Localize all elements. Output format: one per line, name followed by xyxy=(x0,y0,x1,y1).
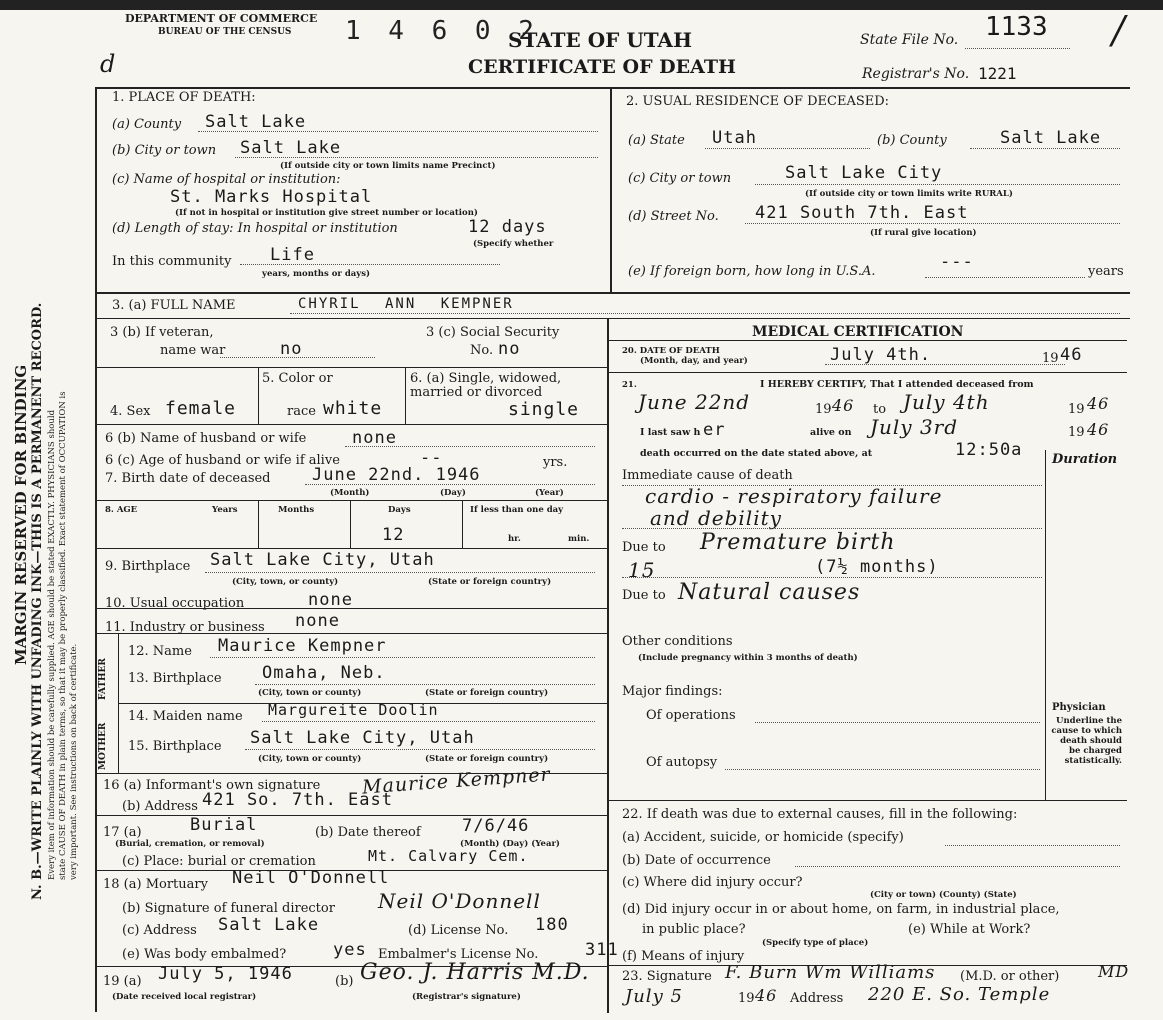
death-time-value: 12:50a xyxy=(955,440,1023,460)
signature-date: July 5 xyxy=(625,986,683,1007)
name-line xyxy=(290,313,1120,314)
informant-address-value: 421 So. 7th. East xyxy=(202,790,393,810)
to-label: to xyxy=(873,402,887,417)
birth-value: June 22nd. 1946 xyxy=(312,465,481,485)
physician-note: Underline the cause to which death should be charged statistically. xyxy=(1051,716,1122,766)
age-min-label: min. xyxy=(568,534,590,544)
age-days-value: 12 xyxy=(382,525,405,545)
burial-value: Burial xyxy=(190,815,258,835)
birthplace-state-note: (State or foreign country) xyxy=(428,577,552,587)
registrar-date-value: July 5, 1946 xyxy=(158,964,293,984)
other-conditions-label: Other conditions xyxy=(622,634,733,649)
res-state-value: Utah xyxy=(712,128,757,148)
father-birthplace-line xyxy=(255,684,595,685)
death-year-value: 46 xyxy=(1060,345,1083,365)
alive-year-prefix: 19 xyxy=(1068,425,1085,440)
race-value: white xyxy=(323,398,383,419)
occupation-value: none xyxy=(308,590,353,610)
res-city-label: (c) City or town xyxy=(628,171,732,186)
row-line-4 xyxy=(95,424,607,425)
war-value: no xyxy=(280,339,303,359)
stay-value: 12 days xyxy=(468,217,547,237)
res-street-value: 421 South 7th. East xyxy=(755,203,969,223)
ss-value: no xyxy=(498,339,521,359)
age-col-3 xyxy=(462,500,463,548)
frame-top xyxy=(95,87,1130,89)
state-file-number: 1133 xyxy=(985,12,1048,42)
immediate-cause-1: cardio - respiratory failure xyxy=(645,484,943,508)
top-border xyxy=(0,0,1163,10)
check-mark: / xyxy=(1112,8,1125,52)
community-value: Life xyxy=(270,245,315,265)
autopsy-line xyxy=(725,769,1040,770)
md-label: (M.D. or other) xyxy=(960,969,1060,984)
city-line xyxy=(235,157,598,158)
attended-from-value: June 22nd xyxy=(638,390,751,414)
birthplace-value: Salt Lake City, Utah xyxy=(210,550,435,570)
physician-signature: F. Burn Wm Williams xyxy=(725,962,936,983)
burial-note: (Burial, cremation, or removal) xyxy=(115,839,265,849)
mortuary-label: 18 (a) Mortuary xyxy=(103,877,208,892)
duration-column xyxy=(1045,450,1046,800)
date-of-death-label: 20. DATE OF DEATH xyxy=(622,346,720,356)
due-to-value-2: Natural causes xyxy=(678,580,861,605)
external-a: (a) Accident, suicide, or homicide (specify) xyxy=(622,830,904,845)
certificate-title: CERTIFICATE OF DEATH xyxy=(468,56,736,78)
external-d-note: (Specify type of place) xyxy=(762,938,869,948)
signature-label: 23. Signature xyxy=(622,969,712,984)
father-bp-city-note: (City, town or county) xyxy=(258,688,362,698)
mortuary-address-value: Salt Lake xyxy=(218,915,320,935)
operations-label: Of operations xyxy=(646,708,736,723)
res-street-note: (If rural give location) xyxy=(870,228,977,238)
spouse-label: 6 (b) Name of husband or wife xyxy=(105,431,307,446)
stay-label: (d) Length of stay: In hospital or institution xyxy=(112,221,398,236)
corner-mark: d xyxy=(100,50,117,78)
birth-day-note: (Day) xyxy=(440,488,466,498)
age-days-col: Days xyxy=(388,505,411,515)
external-d: (d) Did injury occur in or about home, on farm, in industrial place, xyxy=(622,902,1060,917)
external-c-note: (City or town) (County) (State) xyxy=(870,890,1017,900)
death-date-line xyxy=(825,364,1065,365)
hospital-note: (If not in hospital or institution give street number or location) xyxy=(175,208,478,218)
marital-value: single xyxy=(508,399,580,420)
birth-month-note: (Month) xyxy=(330,488,370,498)
section-line-2 xyxy=(95,318,1130,319)
registrar-label: Registrar's No. xyxy=(862,66,970,82)
external-b: (b) Date of occurrence xyxy=(622,853,771,868)
mother-birthplace-value: Salt Lake City, Utah xyxy=(250,728,475,748)
due-to-prefix: 15 xyxy=(628,558,656,582)
mother-birthplace-line xyxy=(245,749,595,750)
veteran-label: 3 (b) If veteran, xyxy=(110,325,214,340)
res-county-value: Salt Lake xyxy=(1000,128,1102,148)
industry-value: none xyxy=(295,611,340,631)
margin-instructions-3: very important. See instructions on back of certificate. xyxy=(69,643,79,880)
attended-to-value: July 4th xyxy=(903,390,990,414)
age-row-bottom xyxy=(95,548,607,549)
ss-no-label: No. xyxy=(470,343,494,358)
specify-note: (Specify whether xyxy=(473,239,554,249)
state-file-line xyxy=(965,48,1070,49)
cert-statement: I HEREBY CERTIFY, That I attended deceased from xyxy=(760,379,1034,390)
registrar-sig-label: (b) xyxy=(335,974,354,989)
age-col-2 xyxy=(350,500,351,548)
registrar-date-note: (Date received local registrar) xyxy=(112,992,257,1002)
informant-address-label: (b) Address xyxy=(122,799,198,814)
res-state-label: (a) State xyxy=(628,133,685,148)
mother-name-value: Margureite Doolin xyxy=(268,701,439,719)
director-signature-label: (b) Signature of funeral director xyxy=(122,901,335,916)
res-city-value: Salt Lake City xyxy=(785,163,943,183)
res-state-line xyxy=(705,148,870,149)
foreign-label: (e) If foreign born, how long in U.S.A. xyxy=(628,264,876,279)
registrar-date-label: 19 (a) xyxy=(103,974,142,989)
birth-line xyxy=(305,484,595,485)
to-year-prefix: 19 xyxy=(1068,402,1085,417)
due-to-value-1: Premature birth xyxy=(700,530,896,555)
occupation-label: 10. Usual occupation xyxy=(105,596,245,611)
birthplace-line xyxy=(205,572,595,573)
alive-on-label: alive on xyxy=(810,427,852,438)
row-line-3 xyxy=(95,367,607,368)
county-line xyxy=(198,131,598,132)
age-hr-label: hr. xyxy=(508,534,521,544)
mother-name-line xyxy=(262,721,595,722)
state-title: STATE OF UTAH xyxy=(508,28,692,52)
mother-bp-city-note: (City, town or county) xyxy=(258,754,362,764)
years-label: years xyxy=(1088,264,1124,279)
medical-heading-line xyxy=(607,340,1127,341)
registrar-signature: Geo. J. Harris M.D. xyxy=(360,960,590,985)
external-f: (f) Means of injury xyxy=(622,949,745,964)
date-of-death-value: July 4th. xyxy=(830,345,932,365)
spouse-line xyxy=(345,446,595,447)
informant-signature: Maurice Kempner xyxy=(361,763,552,799)
row-external xyxy=(607,800,1127,801)
other-conditions-note: (Include pregnancy within 3 months of death) xyxy=(638,653,858,663)
place-of-death-heading: 1. PLACE OF DEATH: xyxy=(112,90,256,105)
industry-label: 11. Industry or business xyxy=(105,620,265,635)
father-name-label: 12. Name xyxy=(128,644,192,659)
to-year-value: 46 xyxy=(1087,394,1110,413)
date-of-death-note: (Month, day, and year) xyxy=(640,356,748,366)
res-city-note: (If outside city or town limits write RURAL) xyxy=(805,189,1013,199)
external-e: (e) While at Work? xyxy=(908,922,1031,937)
registrar-number: 1221 xyxy=(978,64,1017,83)
autopsy-label: Of autopsy xyxy=(646,755,718,770)
license-label: (d) License No. xyxy=(408,923,509,938)
duration-label: Duration xyxy=(1052,452,1118,467)
section-line-1 xyxy=(95,292,1130,294)
birth-year-note: (Year) xyxy=(535,488,564,498)
margin-warning-text: N. B.—WRITE PLAINLY WITH UNFADING INK—THIS IS A PERMANENT RECORD. xyxy=(30,302,45,900)
from-year-prefix: 19 xyxy=(815,402,832,417)
bureau-title: BUREAU OF THE CENSUS xyxy=(158,27,292,37)
race-label: race xyxy=(287,404,316,419)
row-date-of-death xyxy=(607,372,1127,373)
res-street-label: (d) Street No. xyxy=(628,209,719,224)
last-saw-her: er xyxy=(703,420,726,440)
embalmed-label: (e) Was body embalmed? xyxy=(122,947,287,962)
from-year-value: 46 xyxy=(832,396,855,415)
mother-name-label: 14. Maiden name xyxy=(128,709,243,724)
age-years-col: Years xyxy=(212,505,238,515)
external-c: (c) Where did injury occur? xyxy=(622,875,803,890)
burial-date-value: 7/6/46 xyxy=(462,816,530,836)
county-label: (a) County xyxy=(112,117,182,132)
birthplace-city-note: (City, town, or county) xyxy=(232,577,339,587)
residence-heading: 2. USUAL RESIDENCE OF DECEASED: xyxy=(626,94,890,109)
city-label: (b) City or town xyxy=(112,143,217,158)
age-months-col: Months xyxy=(278,505,315,515)
external-a-line xyxy=(945,845,1120,846)
embalmer-license-value: 311 xyxy=(585,940,619,960)
foreign-value: --- xyxy=(940,252,974,272)
full-name-label: 3. (a) FULL NAME xyxy=(112,298,236,313)
burial-place-label: (c) Place: burial or cremation xyxy=(122,854,316,869)
months-value: (7½ months) xyxy=(815,557,939,577)
alive-on-value: July 3rd xyxy=(870,415,959,439)
res-street-line xyxy=(745,223,1120,224)
external-d2: in public place? xyxy=(642,922,746,937)
mother-vertical-label: MOTHER xyxy=(98,722,108,770)
age-col-1 xyxy=(258,500,259,548)
yrs-label: yrs. xyxy=(543,455,568,470)
birthplace-label: 9. Birthplace xyxy=(105,559,191,574)
signature-address: 220 E. So. Temple xyxy=(868,984,1051,1005)
due-line xyxy=(622,577,1042,578)
margin-instructions-2: state CAUSE OF DEATH in plain terms, so that it may be properly classified. Exact statement of OCCUPATION is xyxy=(58,391,68,880)
sex-color-divider xyxy=(258,367,259,424)
father-bp-state-note: (State or foreign country) xyxy=(425,688,549,698)
external-heading: 22. If death was due to external causes, fill in the following: xyxy=(622,807,1018,822)
spouse-value: none xyxy=(352,428,397,448)
burial-date-label: (b) Date thereof xyxy=(315,825,421,840)
age-label: 8. AGE xyxy=(105,505,138,515)
birth-label: 7. Birth date of deceased xyxy=(105,471,271,486)
operations-line xyxy=(755,722,1040,723)
mortuary-address-label: (c) Address xyxy=(122,923,197,938)
age-lessday-col: If less than one day xyxy=(470,505,564,515)
father-name-value: Maurice Kempner xyxy=(218,636,387,656)
full-name-value: CHYRIL ANN KEMPNER xyxy=(298,296,514,312)
major-findings-label: Major findings: xyxy=(622,684,723,699)
ss-label: 3 (c) Social Security xyxy=(426,325,560,340)
county-value: Salt Lake xyxy=(205,112,307,132)
director-signature: Neil O'Donnell xyxy=(378,889,541,913)
mother-birthplace-label: 15. Birthplace xyxy=(128,739,222,754)
immediate-cause-2: and debility xyxy=(650,506,782,530)
burial-place-value: Mt. Calvary Cem. xyxy=(368,847,529,865)
father-vertical-label: FATHER xyxy=(98,658,108,700)
signature-year: 46 xyxy=(755,986,778,1005)
res-county-label: (b) County xyxy=(877,133,947,148)
father-name-line xyxy=(210,657,595,658)
hospital-label: (c) Name of hospital or institution: xyxy=(112,172,341,187)
informant-signature-label: 16 (a) Informant's own signature xyxy=(103,778,321,793)
res-city-line xyxy=(755,184,1120,185)
war-line xyxy=(220,357,375,358)
community-line xyxy=(240,264,500,265)
middle-divider xyxy=(607,318,609,1013)
certificate-number: 1 4 6 0 2 xyxy=(345,16,540,46)
color-label: 5. Color or xyxy=(262,371,333,386)
community-note: years, months or days) xyxy=(262,269,371,279)
department-title: DEPARTMENT OF COMMERCE xyxy=(125,12,318,25)
death-occurred-label: death occurred on the date stated above, at xyxy=(640,448,873,459)
res-county-line xyxy=(970,148,1120,149)
external-b-line xyxy=(795,866,1120,867)
state-file-label: State File No. xyxy=(860,32,959,48)
spouse-age-label: 6 (c) Age of husband or wife if alive xyxy=(105,453,340,468)
father-birthplace-value: Omaha, Neb. xyxy=(262,663,386,683)
community-label: In this community xyxy=(112,254,232,269)
embalmed-value: yes xyxy=(333,940,367,960)
sex-value: female xyxy=(165,398,237,419)
registrar-sig-note: (Registrar's signature) xyxy=(412,992,521,1002)
signature-address-label: Address xyxy=(790,991,844,1006)
burial-date-note: (Month) (Day) (Year) xyxy=(460,839,560,849)
immediate-line-2 xyxy=(622,528,1042,529)
mortuary-value: Neil O'Donnell xyxy=(232,868,390,888)
last-saw-label: I last saw h xyxy=(640,427,701,438)
physician-title: Physician xyxy=(1052,702,1106,713)
foreign-line xyxy=(925,277,1085,278)
row-burial xyxy=(95,815,607,816)
marital-label: 6. (a) Single, widowed, married or divorced xyxy=(410,371,562,400)
father-birthplace-label: 13. Birthplace xyxy=(128,671,222,686)
alive-year-value: 46 xyxy=(1087,420,1110,439)
license-value: 180 xyxy=(535,915,569,935)
top-divider xyxy=(610,87,612,292)
burial-label: 17 (a) xyxy=(103,825,142,840)
age-row-top xyxy=(95,500,607,501)
frame-left xyxy=(95,87,97,1012)
city-note: (If outside city or town limits name Precinct) xyxy=(280,161,496,171)
spouse-age-value: -- xyxy=(420,448,443,468)
cert-number-label: 21. xyxy=(622,380,637,390)
city-value: Salt Lake xyxy=(240,138,342,158)
color-marital-divider xyxy=(405,367,406,424)
md-handwritten: MD xyxy=(1098,962,1130,981)
embalmer-license-label: Embalmer's License No. xyxy=(378,947,539,962)
mother-bp-state-note: (State or foreign country) xyxy=(425,754,549,764)
medical-heading: MEDICAL CERTIFICATION xyxy=(752,324,964,340)
due-to-label-2: Due to xyxy=(622,588,666,603)
signature-year-prefix: 19 xyxy=(738,991,755,1006)
margin-binding-text: MARGIN RESERVED FOR BINDING xyxy=(12,364,30,665)
death-year-prefix: 19 xyxy=(1042,351,1059,366)
sex-label: 4. Sex xyxy=(110,404,151,419)
margin-instructions-1: Every item of information should be carefully supplied. AGE should be stated EXACTLY. PHYSICIANS should xyxy=(47,409,57,880)
immediate-cause-label: Immediate cause of death xyxy=(622,468,793,483)
hospital-value: St. Marks Hospital xyxy=(170,187,373,207)
war-label: name war xyxy=(160,343,226,358)
due-to-label-1: Due to xyxy=(622,540,666,555)
